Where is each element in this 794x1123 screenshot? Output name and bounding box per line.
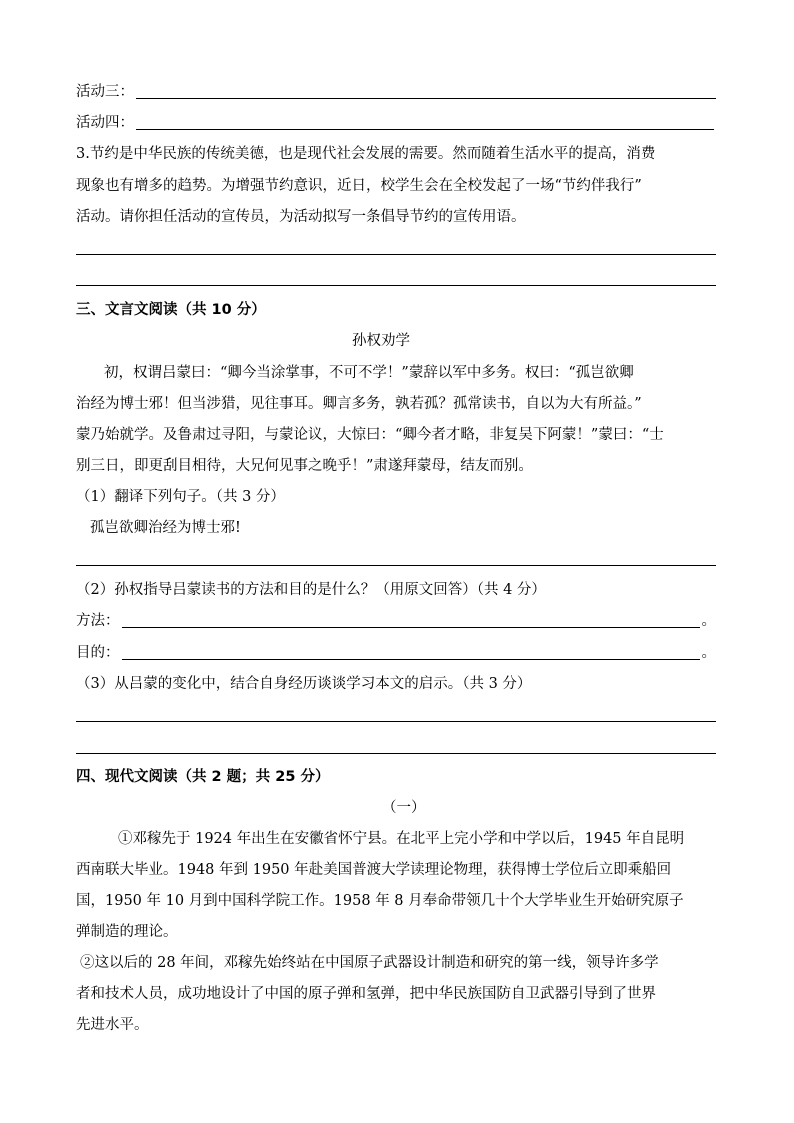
passage-line3: 蒙乃始就学。及鲁肃过寻阳，与蒙论议，大惊曰：“卿今者才略，非复吴下阿蒙！”蒙曰：“士 bbox=[76, 427, 664, 443]
purpose-answer-line[interactable] bbox=[122, 645, 700, 660]
activity4-label: 活动四： bbox=[76, 115, 134, 131]
purpose-end-mark: 。 bbox=[701, 645, 716, 661]
activity3-row bbox=[76, 82, 718, 102]
p1-line1: ①邓稼先于 1924 年出生在安徽省怀宁县。在北平上完小学和中学以后，1945 年自昆明 bbox=[118, 831, 685, 847]
q3-text-line1: 3.节约是中华民族的传统美德，也是现代社会发展的需要。然而随着生活水平的提高，消费 bbox=[76, 146, 656, 162]
activity4-row bbox=[76, 113, 716, 133]
method-label: 方法： bbox=[76, 613, 120, 629]
question3-answer-line2[interactable] bbox=[76, 753, 716, 754]
p1-line3: 国，1950 年 10 月到中国科学院工作。1958 年 8 月奉命带领几十个大学毕业生开始研究原子 bbox=[76, 893, 684, 909]
q3-answer-line1[interactable] bbox=[76, 254, 716, 255]
question2: （2）孙权指导吕蒙读书的方法和目的是什么？（用原文回答）（共 4 分） bbox=[76, 582, 546, 598]
p1-line4: 弹制造的理论。 bbox=[76, 924, 178, 940]
passage-line4: 别三日，即更刮目相待，大兄何见事之晚乎！”肃遂拜蒙母，结友而别。 bbox=[76, 458, 533, 474]
activity3-answer-line[interactable] bbox=[136, 84, 716, 99]
question1: （1）翻译下列句子。（共 3 分） bbox=[76, 489, 285, 505]
passage-title: 孙权劝学 bbox=[352, 333, 410, 349]
method-row bbox=[76, 611, 716, 631]
passage-line1: 初，权谓吕蒙曰：“卿今当涂掌事，不可不学！”蒙辞以军中多务。权曰：“孤岂欲卿 bbox=[104, 365, 634, 381]
activity3-label: 活动三： bbox=[76, 84, 134, 100]
q3-text-line2: 现象也有增多的趋势。为增强节约意识，近日，校学生会在全校发起了一场“节约伴我行” bbox=[76, 178, 642, 194]
q3-text-line3: 活动。请你担任活动的宣传员，为活动拟写一条倡导节约的宣传用语。 bbox=[76, 209, 526, 225]
question1-sentence: 孤岂欲卿治经为博士邪! bbox=[90, 520, 241, 536]
p2-line2: 者和技术人员，成功地设计了中国的原子弹和氢弹，把中华民族国防自卫武器引导到了世界 bbox=[76, 986, 656, 1002]
activity4-answer-line[interactable] bbox=[136, 115, 714, 130]
question1-answer-line[interactable] bbox=[76, 565, 716, 566]
section4-heading: 四、现代文阅读（共 2 题；共 25 分） bbox=[76, 769, 330, 785]
section3-heading: 三、文言文阅读（共 10 分） bbox=[76, 302, 266, 318]
question3-answer-line1[interactable] bbox=[76, 721, 716, 722]
purpose-row bbox=[76, 643, 716, 663]
method-answer-line[interactable] bbox=[122, 613, 700, 628]
purpose-label: 目的： bbox=[76, 645, 120, 661]
passage-line2: 治经为博士邪！但当涉猎，见往事耳。卿言多务，孰若孤？孤常读书，自以为大有所益。” bbox=[76, 396, 642, 412]
q3-answer-line2[interactable] bbox=[76, 285, 716, 286]
p2-line1: ②这以后的 28 年间，邓稼先始终站在中国原子武器设计制造和研究的第一线，领导许多学 bbox=[80, 955, 659, 971]
p1-line2: 西南联大毕业。1948 年到 1950 年赴美国普渡大学读理论物理，获得博士学位后立即乘船回 bbox=[76, 862, 672, 878]
method-end-mark: 。 bbox=[701, 613, 716, 629]
part-title: （一） bbox=[382, 800, 426, 816]
question3: （3）从吕蒙的变化中，结合自身经历谈谈学习本文的启示。（共 3 分） bbox=[76, 676, 532, 692]
p2-line3: 先进水平。 bbox=[76, 1017, 149, 1033]
